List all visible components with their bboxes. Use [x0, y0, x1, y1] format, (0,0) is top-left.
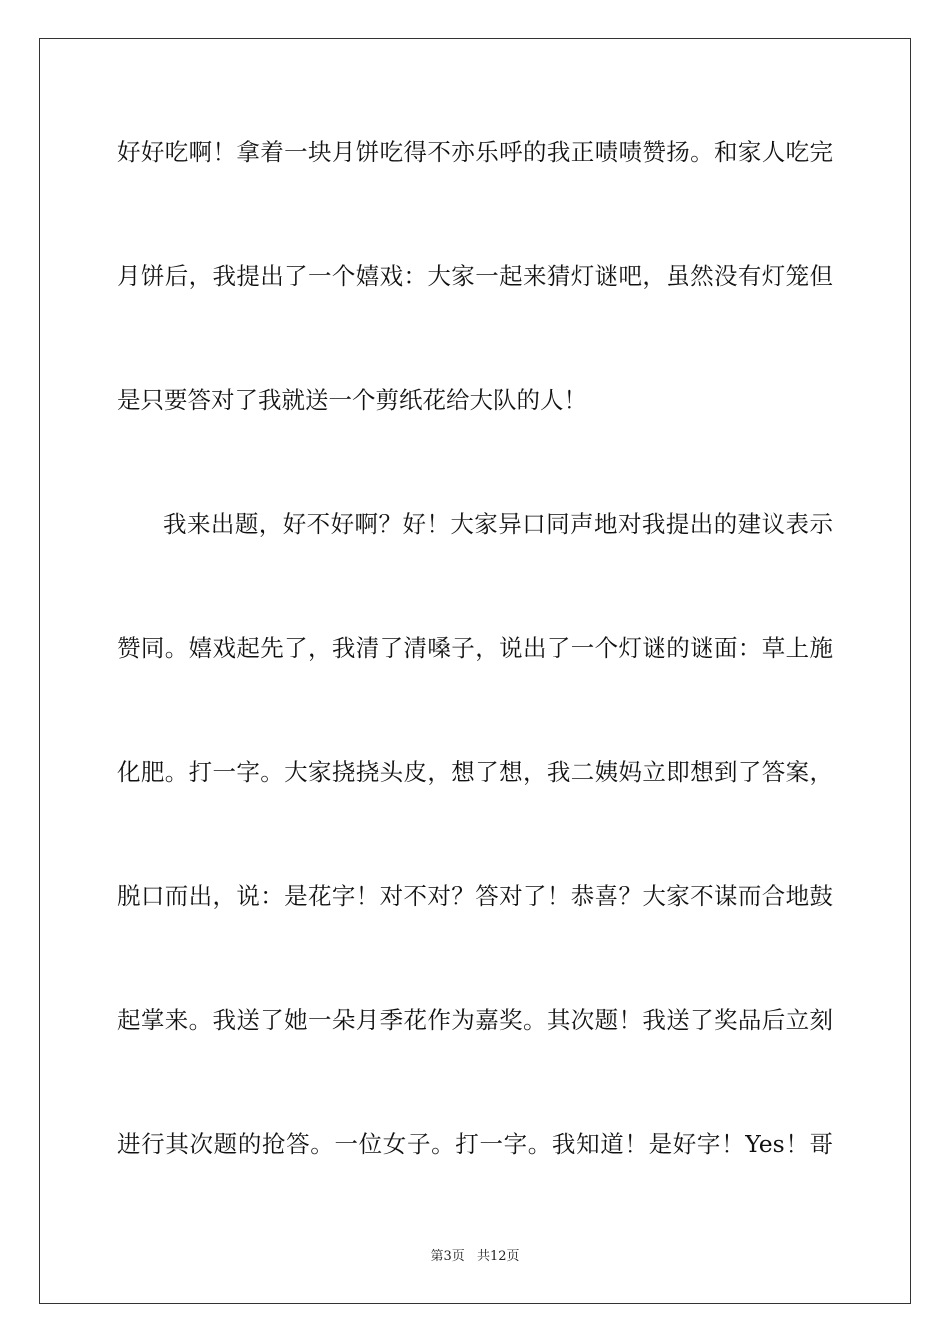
text-line-8: 起掌来。我送了她一朵月季花作为嘉奖。其次题！我送了奖品后立刻	[117, 1006, 833, 1034]
page-number: 第3页	[430, 1249, 465, 1264]
page-total: 共12页	[476, 1249, 520, 1264]
text-line-5: 赞同。嬉戏起先了，我清了清嗓子，说出了一个灯谜的谜面：草上施	[117, 634, 833, 662]
page-border	[39, 38, 911, 1304]
text-line-3: 是只要答对了我就送一个剪纸花给大队的人！	[117, 386, 587, 414]
text-line-9: 进行其次题的抢答。一位女子。打一字。我知道！是好字！Yes！哥	[117, 1130, 833, 1158]
page-footer	[0, 1248, 950, 1266]
text-line-4: 我来出题，好不好啊？好！大家异口同声地对我提出的建议表示	[163, 510, 833, 538]
text-line-2: 月饼后，我提出了一个嬉戏：大家一起来猜灯谜吧，虽然没有灯笼但	[117, 262, 833, 290]
text-line-7: 脱口而出，说：是花字！对不对？答对了！恭喜？大家不谋而合地鼓	[117, 882, 833, 910]
text-line-6: 化肥。打一字。大家挠挠头皮，想了想，我二姨妈立即想到了答案，	[117, 758, 833, 786]
text-line-1: 好好吃啊！拿着一块月饼吃得不亦乐呼的我正啧啧赞扬。和家人吃完	[117, 138, 833, 166]
